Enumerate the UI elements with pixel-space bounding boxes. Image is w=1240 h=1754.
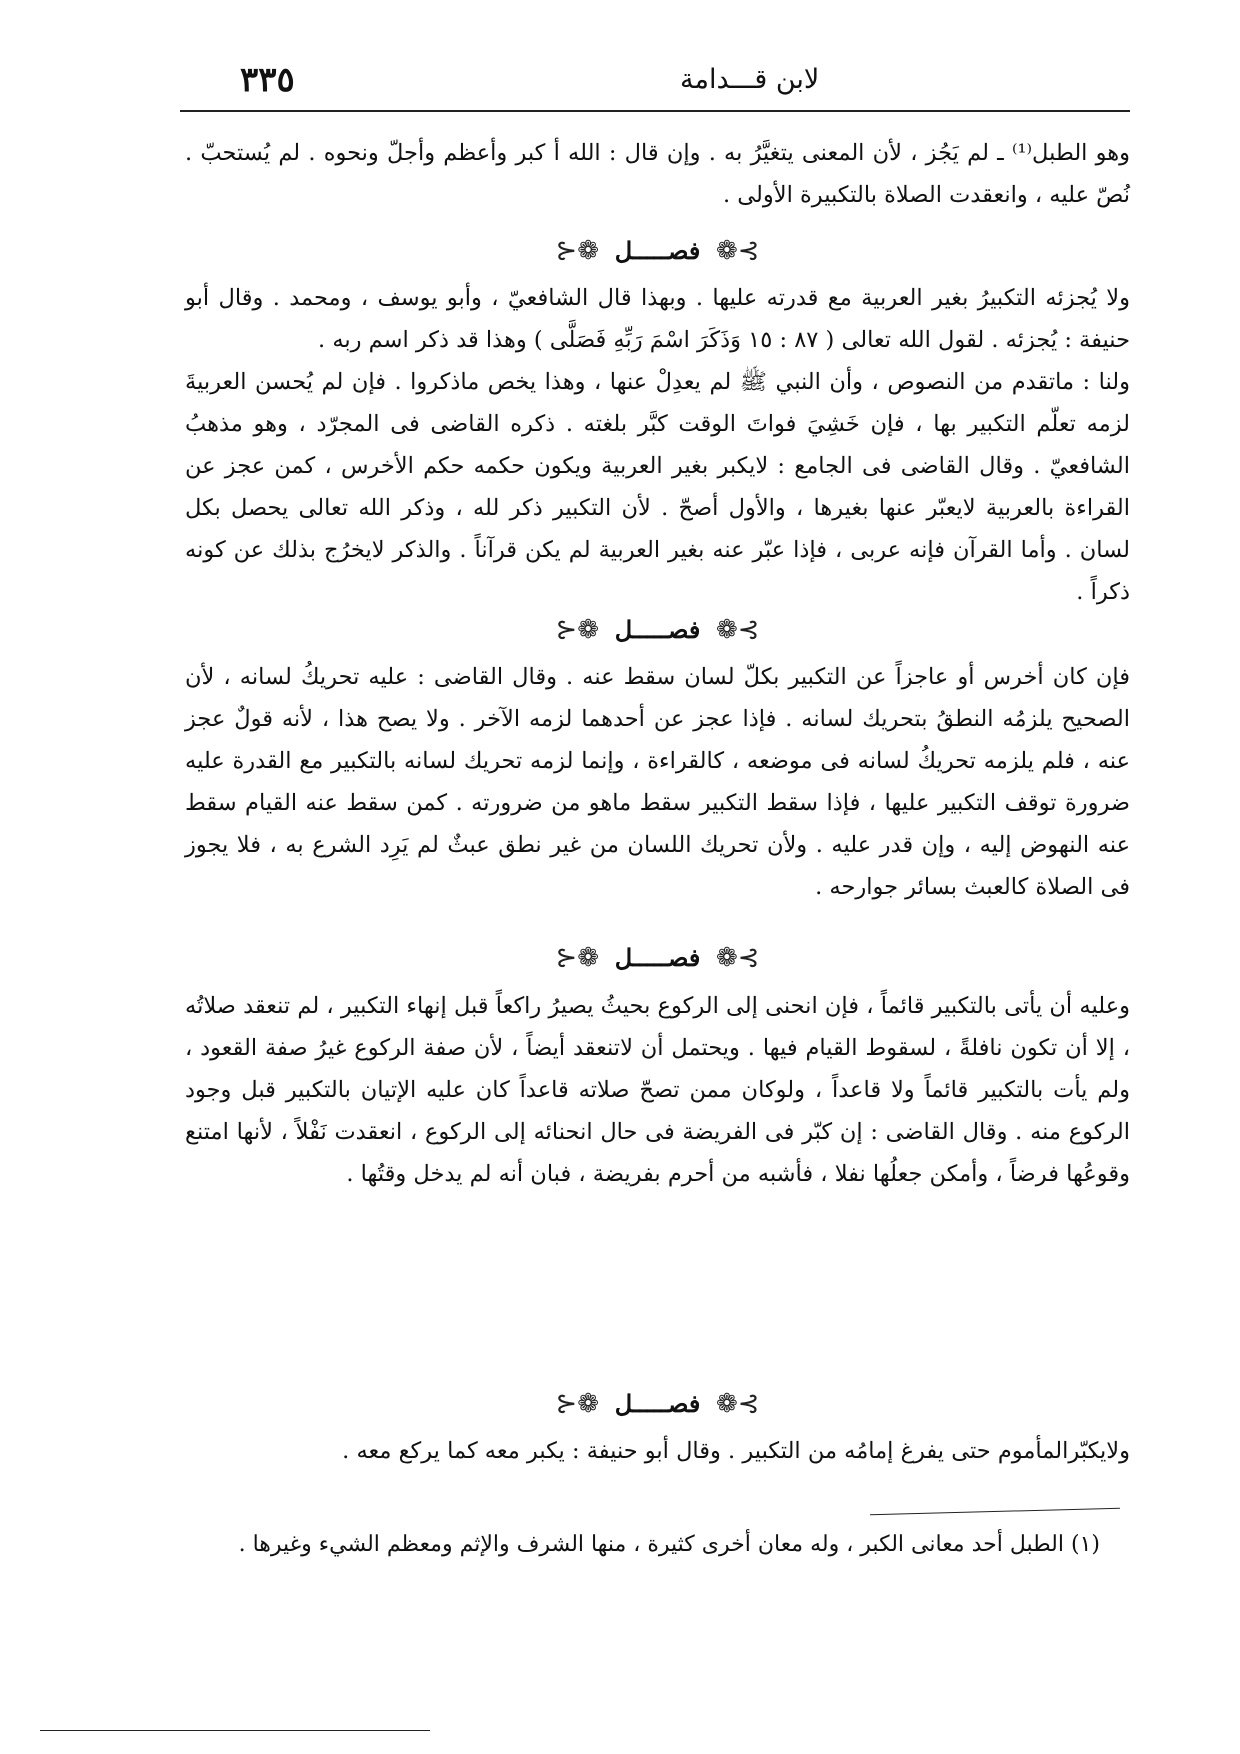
section-text-block (185, 985, 1130, 1195)
section-heading (185, 934, 1130, 978)
ornament-icon: ❁⊰ (555, 942, 600, 973)
header-divider (180, 110, 1130, 112)
footnote: (١) الطبل أحد معانى الكبر ، وله معان أخرى كثيرة ، منها الشرف والإثم ومعظم الشيء وغيرها . (238, 1532, 1100, 1557)
ornament-icon: ⊱❁ (715, 942, 760, 973)
page-header (180, 60, 1130, 108)
paragraph: ولا يُجزئه التكبيرُ بغير العربية مع قدرته عليها . وبهذا قال الشافعيّ ، وأبو يوسف ، ومحمد . وقال أبو حنيفة : يُجزئه . لقول الله تعالى ( ٨٧ : ١٥ وَذَكَرَ اسْمَ رَبِّهِ فَصَلَّى ) وهذا قد ذكر اسم ربه . (185, 285, 1130, 353)
ornament-icon: ❁⊰ (555, 1388, 600, 1419)
page-number: ٣٣٥ (240, 60, 295, 100)
section-heading-label: فصـــــل (614, 235, 701, 265)
bottom-divider (40, 1730, 430, 1731)
ornament-icon: ⊱❁ (715, 614, 760, 645)
section-heading-label: فصـــــل (614, 614, 701, 644)
section-heading-label: فصـــــل (614, 942, 701, 972)
section-heading (185, 1380, 1130, 1424)
paragraph: فإن كان أخرس أو عاجزاً عن التكبير بكلّ لسان سقط عنه . وقال القاضى : عليه تحريكُ لسانه ، لأن الصحيح يلزمُه النطقُ بتحريك لسانه . فإذا عجز عن أحدهما لزمه الآخر . ولا يصح هذا ، لأنه قولٌ عجز عنه ، فلم يلزمه تحريكُ لسانه فى موضعه ، كالقراءة ، وإنما لزمه تحريك لسانه بالتكبير مع القدرة عليه ضرورة توقف التكبير عليها ، فإذا سقط التكبير سقط ماهو من ضرورته . كمن سقط عنه القيام سقط عنه النهوض إليه ، وإن قدر عليه . ولأن تحريك اللسان من غير نطق عبثٌ لم يَرِد الشرع به ، فلا يجوز فى الصلاة كالعبث بسائر جوارحه . (185, 664, 1130, 900)
paragraph: وعليه أن يأتى بالتكبير قائماً ، فإن انحنى إلى الركوع بحيثُ يصيرُ راكعاً قبل إنهاء التكبير ، لم تنعقد صلاتُه ، إلا أن تكون نافلةً ، لسقوط القيام فيها . ويحتمل أن لاتنعقد أيضاً ، لأن صفة الركوع غيرُ صفة القعود ، ولم يأت بالتكبير قائماً ولا قاعداً ، ولوكان ممن تصحّ صلاته قاعداً كان عليه الإتيان بالتكبير قبل وجود الركوع منه . وقال القاضى : إن كبّر فى الفريضة فى حال انحنائه إلى الركوع ، انعقدت نَفْلاً ، لأنها امتنع وقوعُها فرضاً ، وأمكن جعلُها نفلا ، فأشبه من أحرم بفريضة ، فبان أنه لم يدخل وقتُها . (185, 993, 1130, 1187)
opening-text-block (185, 132, 1130, 216)
paragraph: ولايكبّرالمأموم حتى يفرغ إمامُه من التكبير . وقال أبو حنيفة : يكبر معه كما يركع معه . (342, 1438, 1130, 1464)
paragraph: ولنا : ماتقدم من النصوص ، وأن النبي ﷺ لم يعدِلْ عنها ، وهذا يخص ماذكروا . فإن لم يُحسن العربيةَ لزمه تعلّم التكبير بها ، فإن خَشِيَ فواتَ الوقت كبَّر بلغته . ذكره القاضى فى المجرّد ، وهو مذهبُ الشافعيّ . وقال القاضى فى الجامع : لايكبر بغير العربية ويكون حكمه حكم الأخرس ، كمن عجز عن القراءة بالعربية لايعبّر عنها بغيرها ، والأول أصحّ . لأن التكبير ذكر لله ، وذكر الله تعالى يحصل بكل لسان . وأما القرآن فإنه عربى ، فإذا عبّر عنه بغير العربية لم يكن قرآناً . والذكر لايخرُج بذلك عن كونه ذكراً . (185, 369, 1130, 605)
section-heading (185, 227, 1130, 271)
section-heading-label: فصـــــل (614, 1388, 701, 1418)
ornament-icon: ❁⊰ (555, 235, 600, 266)
ornament-icon: ❁⊰ (555, 614, 600, 645)
section-text-block (185, 277, 1130, 613)
ornament-icon: ⊱❁ (715, 235, 760, 266)
paragraph: وهو الطبل⁽¹⁾ ـ لم يَجُز ، لأن المعنى يتغيَّرُ به . وإن قال : الله أ كبر وأعظم وأجلّ ونحوه . لم يُستحبّ . نُصّ عليه ، وانعقدت الصلاة بالتكبيرة الأولى . (185, 140, 1131, 208)
footnote-divider (870, 1508, 1120, 1516)
running-title: لابن قـــدامة (680, 64, 820, 95)
section-heading (185, 606, 1130, 650)
ornament-icon: ⊱❁ (715, 1388, 760, 1419)
section-text-block (185, 1430, 1130, 1472)
section-text-block (185, 656, 1130, 908)
